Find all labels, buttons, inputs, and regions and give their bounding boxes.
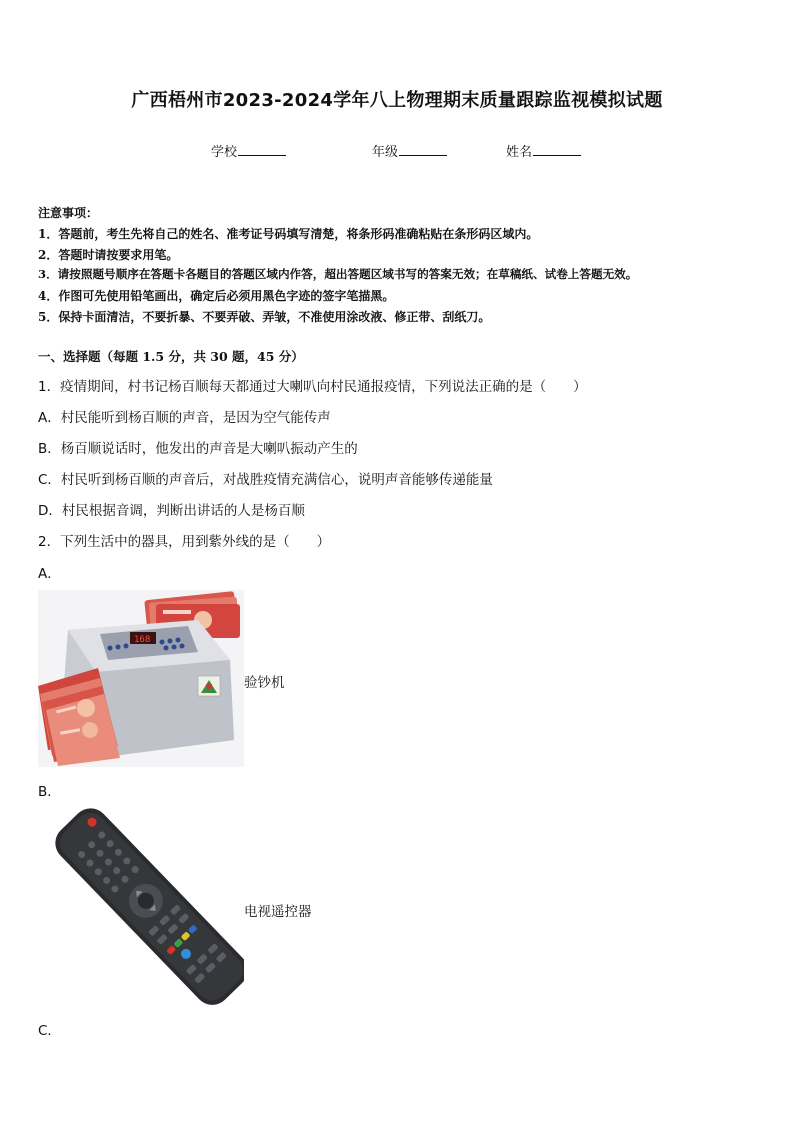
question-1-option-c: C．村民听到杨百顺的声音后，对战胜疫情充满信心，说明声音能够传递能量: [38, 472, 493, 488]
money-counter-icon: [38, 590, 244, 767]
exam-title: 广西梧州市2023-2024学年八上物理期末质量跟踪监视模拟试题: [131, 90, 663, 111]
grade-label: 年级: [372, 145, 399, 160]
notice-item: 5．保持卡面清洁，不要折暴、不要弄破、弄皱，不准使用涂改液、修正带、刮纸刀。: [38, 310, 491, 324]
money-counter-image: [38, 590, 244, 767]
question-1-option-b: B．杨百顺说话时，他发出的声音是大喇叭振动产生的: [38, 441, 358, 457]
question-2-option-c-label: C．: [38, 1023, 61, 1039]
question-1-stem: 1．疫情期间，村书记杨百顺每天都通过大喇叭向村民通报疫情，下列说法正确的是（ ）: [38, 379, 587, 395]
school-label: 学校: [211, 145, 238, 160]
question-2-option-a-label: A．: [38, 566, 61, 582]
name-label: 姓名: [506, 145, 533, 160]
tv-remote-image: [40, 804, 244, 1012]
question-1-option-d: D．村民根据音调，判断出讲话的人是杨百顺: [38, 503, 305, 519]
school-blank[interactable]: [238, 143, 286, 156]
name-field[interactable]: [506, 141, 581, 160]
svg-text:168: 168: [134, 635, 151, 645]
notice-item: 2．答题时请按要求用笔。: [38, 248, 179, 262]
notice-item: 1．答题前，考生先将自己的姓名、准考证号码填写清楚，将条形码准确粘贴在条形码区域内。: [38, 227, 539, 241]
tv-remote-icon: [40, 804, 244, 1012]
question-1-option-a: A．村民能听到杨百顺的声音，是因为空气能传声: [38, 410, 331, 426]
question-2-option-b-caption: 电视遥控器: [244, 904, 312, 920]
notice-header: 注意事项：: [38, 206, 99, 220]
question-2-stem: 2．下列生活中的器具，用到紫外线的是（ ）: [38, 534, 331, 550]
grade-blank[interactable]: [399, 143, 447, 156]
question-2-option-a-caption: 验钞机: [244, 675, 285, 691]
notice-item: 4．作图可先使用铅笔画出，确定后必须用黑色字迹的签字笔描黑。: [38, 289, 395, 303]
school-field[interactable]: [211, 141, 286, 160]
section-title: 一、选择题（每题 1.5 分，共 30 题，45 分）: [38, 349, 304, 364]
name-blank[interactable]: [533, 143, 581, 156]
question-2-option-b-label: B．: [38, 784, 61, 800]
grade-field[interactable]: [372, 141, 447, 160]
notice-item: 3．请按照题号顺序在答题卡各题目的答题区域内作答，超出答题区域书写的答案无效；在草稿纸、试卷上答题无效。: [38, 267, 638, 281]
